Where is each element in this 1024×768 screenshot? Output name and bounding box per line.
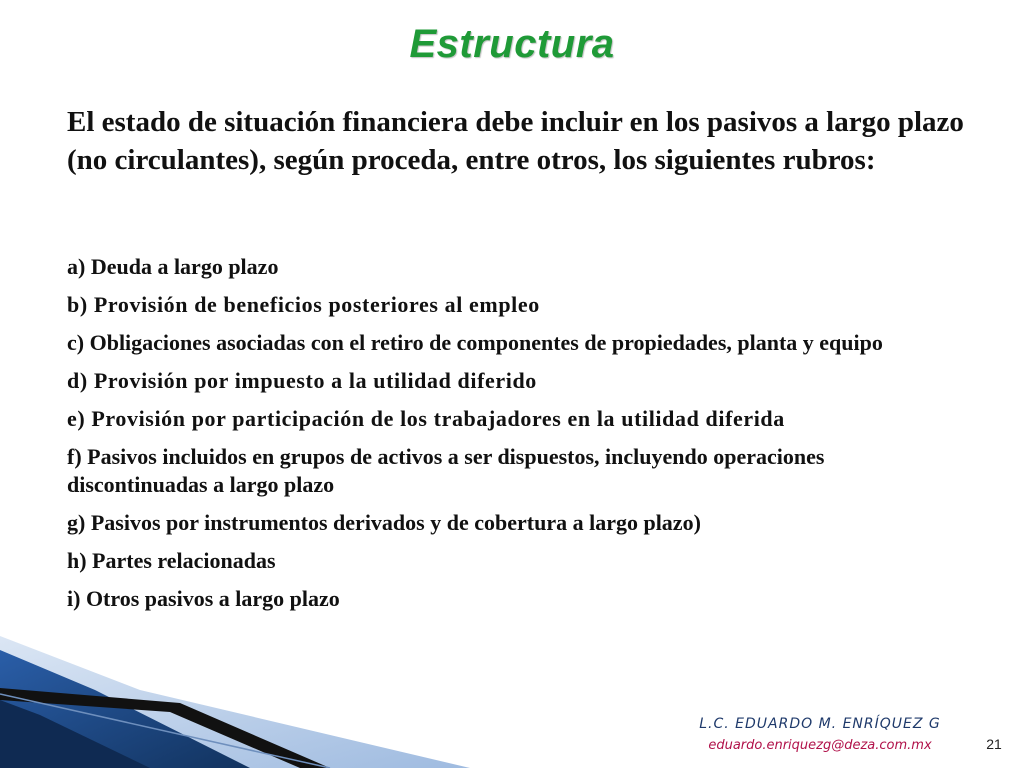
footer-author: L.C. EDUARDO M. ENRÍQUEZ G [699, 716, 941, 732]
slide-title: Estructura [409, 22, 615, 66]
list-item: c) Obligaciones asociadas con el retiro de componentes de propiedades, planta y equipo [67, 330, 883, 355]
list-item: a) Deuda a largo plazo [67, 254, 279, 279]
list-item: b) Provisión de beneficios posteriores al empleo [67, 292, 540, 317]
footer-email: eduardo.enriquezg@deza.com.mx [708, 738, 932, 753]
decorative-band-light [0, 636, 470, 768]
list-item: h) Partes relacionadas [67, 548, 276, 573]
decorative-band-dark [0, 700, 150, 768]
intro-paragraph: El estado de situación financiera debe incluir en los pasivos a largo plazo (no circulantes), según proceda, entre otros, los siguientes rubros: [67, 106, 964, 176]
decorative-band-blue [0, 650, 250, 768]
list-item: d) Provisión por impuesto a la utilidad diferido [67, 368, 537, 393]
list-item: g) Pasivos por instrumentos derivados y de cobertura a largo plazo) [67, 510, 701, 535]
decorative-line [0, 694, 330, 768]
list-item: f) Pasivos incluidos en grupos de activos a ser dispuestos, incluyendo operaciones discontinuadas a largo plazo [67, 444, 825, 497]
decorative-stripe-black [0, 688, 330, 768]
list-item: e) Provisión por participación de los trabajadores en la utilidad diferida [67, 406, 785, 431]
page-number: 21 [986, 736, 1002, 752]
list-item: i) Otros pasivos a largo plazo [67, 586, 340, 611]
items-list [67, 253, 967, 623]
